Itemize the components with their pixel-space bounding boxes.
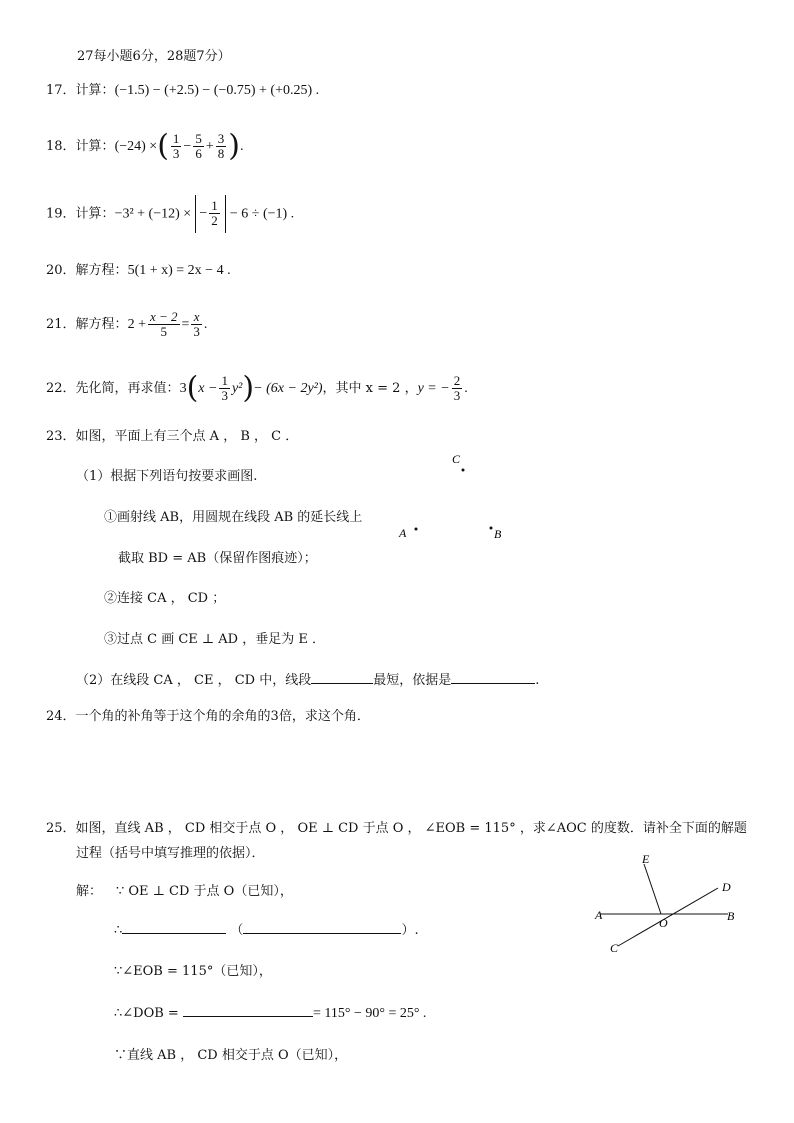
fig-label-A: A	[595, 908, 603, 922]
q19-label: 计算：	[75, 206, 115, 222]
fig-label-C: C	[610, 941, 619, 955]
header-tail: 27每小题6分，28题7分）	[77, 49, 231, 64]
answer-blank-reason[interactable]	[451, 683, 535, 684]
q19-number: 19．	[46, 206, 76, 222]
q18-number: 18．	[46, 139, 76, 154]
point-C	[462, 469, 465, 472]
q18-label: 计算：	[75, 139, 115, 154]
q25-lines-figure	[590, 850, 750, 960]
question-23-part1: （1）根据下列语句按要求画图.	[76, 469, 258, 484]
solution-line-5: ∵直线 AB ， CD 相交于点 O（已知），	[114, 1048, 348, 1063]
answer-blank-conclusion[interactable]	[122, 933, 226, 934]
question-24: 24．一个角的补角等于这个角的余角的3倍，求这个角．	[46, 709, 370, 724]
solution-line-3: ∵∠EOB = 115°（已知），	[114, 964, 272, 979]
fig-label-D: D	[722, 880, 731, 894]
question-20	[46, 262, 231, 280]
q18-frac2: $\frac{5}{6}$	[195, 131, 202, 161]
q22-number: 22．	[46, 381, 76, 396]
q20-number: 20．	[46, 263, 76, 278]
fig-label-O: O	[659, 916, 668, 930]
question-23-stem: 23．如图，平面上有三个点 A ， B ， C ．	[46, 429, 299, 444]
question-17	[46, 82, 319, 100]
q21-frac2: $\frac{x}{3}$	[193, 309, 200, 339]
question-25-stem: 25．如图，直线 AB ， CD 相交于点 O ， OE ⊥ CD 于点 O ， ∠EOB = 115° ，求∠AOC 的度数．请补全下面的解题	[46, 821, 747, 836]
solution-line-4: ∴∠DOB = = 115° − 90° = 25° .	[114, 1006, 427, 1021]
question-19	[46, 195, 294, 234]
question-23-part2: （2）在线段 CA ， CE ， CD 中，线段 最短，依据是 .	[76, 673, 540, 688]
question-22: 22．先化简，再求值：3(x − $\frac{1}{3}$ y²)− (6x − 2y²)，其中 x = 2 ，y = − $\frac{2}{3}$ .	[46, 370, 468, 406]
fig-label-B: B	[727, 909, 735, 923]
q18-frac1: $\frac{1}{3}$	[172, 131, 180, 161]
solution-label: 解：	[76, 884, 103, 899]
point-A-label: A	[399, 526, 407, 540]
q21-number: 21．	[46, 317, 76, 332]
question-23-step2: ②连接 CA ， CD ；	[104, 591, 226, 606]
question-23-step1b: 截取 BD = AB（保留作图痕迹）；	[118, 551, 317, 566]
q17-label: 计算：	[75, 83, 115, 98]
question-21: 21．解方程：2 + $\frac{x - 2}{5}$ = $\frac{x}{3}$ .	[46, 309, 208, 339]
answer-blank-expression[interactable]	[183, 1016, 313, 1017]
question-23-step3: ③过点 C 画 CE ⊥ AD ，垂足为 E ．	[104, 632, 325, 647]
point-C-label: C	[452, 452, 461, 466]
line-CD	[618, 888, 718, 946]
q21-lead: 2 +	[127, 317, 146, 332]
point-A	[415, 528, 418, 531]
solution-line-1: ∵ OE ⊥ CD 于点 O（已知），	[116, 884, 293, 899]
solution-line-2: ∴ （ ）.	[114, 923, 419, 938]
answer-blank-shortest[interactable]	[311, 683, 373, 684]
answer-blank-reason-1[interactable]	[243, 933, 401, 934]
fig-label-E: E	[642, 852, 650, 866]
q22-condition: ，其中 x = 2 ，	[322, 381, 418, 396]
q19-tail: − 6 ÷ (−1) .	[229, 206, 295, 222]
q22-frac: $\frac{1}{3}$	[221, 373, 228, 403]
q18-tail: .	[239, 139, 244, 154]
q22-cond-frac: $\frac{2}{3}$	[453, 373, 461, 403]
point-B	[490, 527, 493, 530]
question-18: 18．计算：(−24) ×( $\frac{1}{3}$ − $\frac{5}{6}$ + $\frac{3}{8}$ ).	[46, 128, 244, 164]
q21-label: 解方程：	[75, 317, 128, 332]
q19-lead: −3² + (−12) ×	[114, 206, 192, 222]
q18-frac3: $\frac{3}{8}$	[217, 131, 225, 161]
q17-expression: (−1.5) − (+2.5) − (−0.75) + (+0.25) .	[114, 83, 320, 98]
q17-number: 17．	[46, 83, 76, 98]
q20-expression: 5(1 + x) = 2x − 4 .	[127, 263, 231, 278]
q20-label: 解方程：	[75, 263, 128, 278]
ray-OE	[644, 864, 661, 914]
q22-label: 先化简，再求值：	[75, 381, 180, 396]
q18-lead: (−24) ×	[114, 139, 158, 154]
q23-points-figure	[390, 448, 520, 548]
point-B-label: B	[494, 527, 502, 541]
question-25-stem2: 过程（括号中填写推理的依据）．	[76, 846, 265, 861]
q21-frac1: $\frac{x - 2}{5}$	[149, 309, 178, 339]
q19-absolute: − $\frac{1}{2}$	[195, 195, 225, 233]
question-23-step1: ①画射线 AB，用圆规在线段 AB 的延长线上	[104, 510, 363, 525]
